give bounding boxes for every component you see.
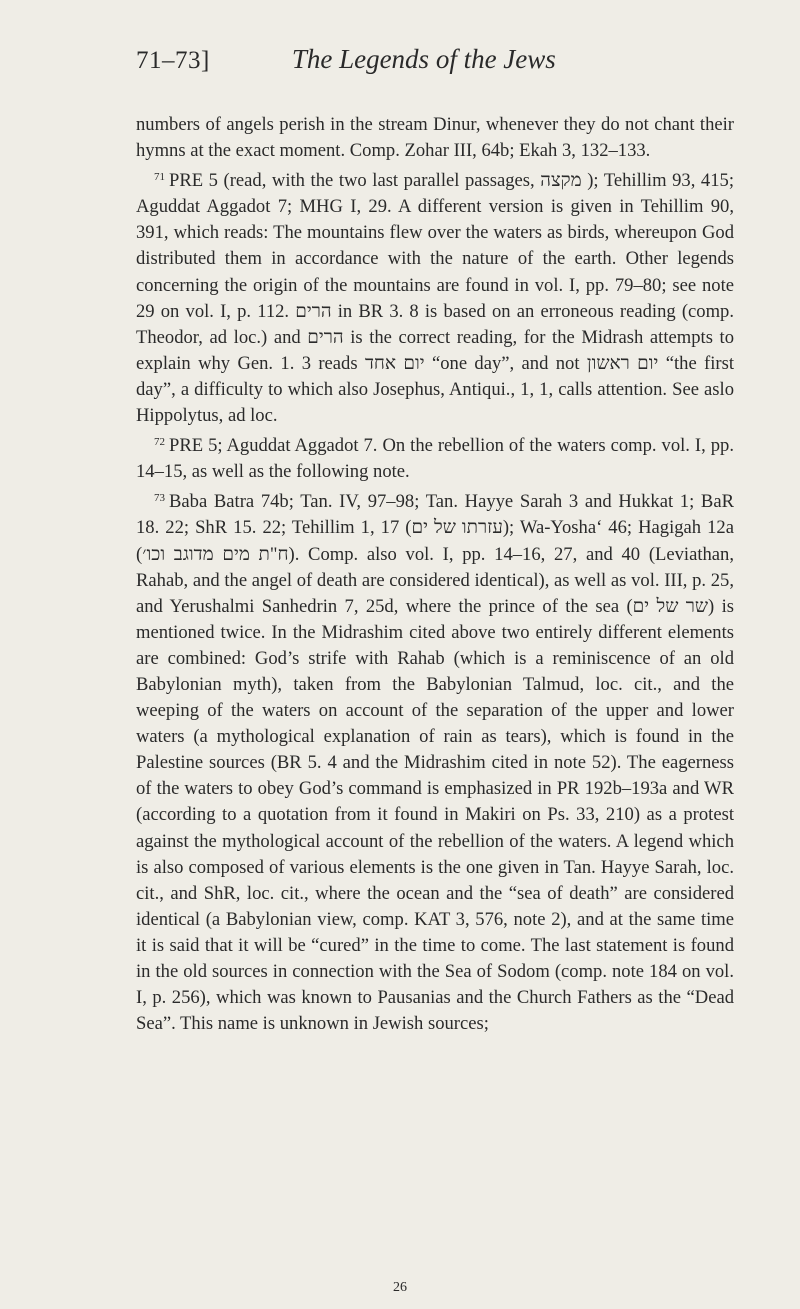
note-text: numbers of angels perish in the stream Dinur, whenever they do not chant their hymns at the exact moment. Comp. Zohar III, 64b; Ekah 3, 132–133. <box>136 114 734 162</box>
note-paragraph <box>136 164 734 429</box>
running-header <box>136 44 734 84</box>
note-marker: 73 <box>154 492 165 505</box>
note-paragraph <box>136 485 734 1037</box>
note-paragraph <box>136 112 734 164</box>
note-marker: 71 <box>154 171 165 184</box>
note-text: PRE 5 (read, with the two last parallel passages, מקצה ); Tehillim 93, 415; Aguddat Aggadot 7; MHG I, 29. A different version is given in Tehillim 90, 391, which reads: The mountains flew over the waters as birds, whereupon God distributed them in accordance with the nature of the earth. Other legends concerning the origin of the mountains are found in vol. I, pp. 79–80; see note 29 on vol. I, p. 112. הרים in BR 3. 8 is based on an erroneous reading (comp. Theodor, ad loc.) and הרים is the correct reading, for the Midrash attempts to explain why Gen. 1. 3 reads יום אחד “one day”, and not יום ראשון “the first day”, a difficulty to which also Josephus, Antiqui., 1, 1, calls attention. See aslo Hippolytus, ad loc. <box>136 170 735 427</box>
notes-body <box>136 112 734 1037</box>
page-range: 71–73] <box>136 47 210 74</box>
note-paragraph <box>136 429 734 485</box>
running-title: The Legends of the Jews <box>291 44 556 74</box>
page-folio: 26 <box>393 1280 407 1295</box>
note-marker: 72 <box>154 436 165 449</box>
note-text: Baba Batra 74b; Tan. IV, 97–98; Tan. Hayye Sarah 3 and Hukkat 1; BaR 18. 22; ShR 15. 22; Tehillim 1, 17 (עזרתו של ים); Wa-Yosha‘ 46; Hagigah 12a (ח"ת מים מדוגב וכו׳). Comp. also vol. I, pp. 14–16, 27, and 40 (Leviathan, Rahab, and the angel of death are considered identical), as well as vol. III, p. 25, and Yerushalmi Sanhedrin 7, 25d, where the prince of the sea (שר של ים) is mentioned twice. In the Midrashim cited above two entirely different elements are combined: God’s strife with Rahab (which is a reminiscence of an old Babylonian myth), taken from the Babylonian Talmud, loc. cit., and the weeping of the waters on account of the separation of the upper and lower waters (a mythological explanation of rain as tears), which is found in the Palestine sources (BR 5. 4 and the Midrashim cited in note 52). The eagerness of the waters to obey God’s command is emphasized in PR 192b–193a and WR (according to a quotation from it found in Makiri on Ps. 33, 210) as a protest against the mythological account of the rebellion of the waters. A legend which is also composed of various elements is the one given in Tan. Hayye Sarah, loc. cit., and ShR, loc. cit., where the ocean and the “sea of death” are considered identical (a Babylonian view, comp. KAT 3, 576, note 2), and at the same time it is said that it will be “cured” in the time to come. The last statement is found in the old sources in connection with the Sea of Sodom (comp. note 184 on vol. I, p. 256), which was known to Pausanias and the Church Fathers as the “Dead Sea”. This name is unknown in Jewish sources; <box>136 491 734 1035</box>
note-text: PRE 5; Aguddat Aggadot 7. On the rebellion of the waters comp. vol. I, pp. 14–15, as well as the following note. <box>136 435 734 483</box>
